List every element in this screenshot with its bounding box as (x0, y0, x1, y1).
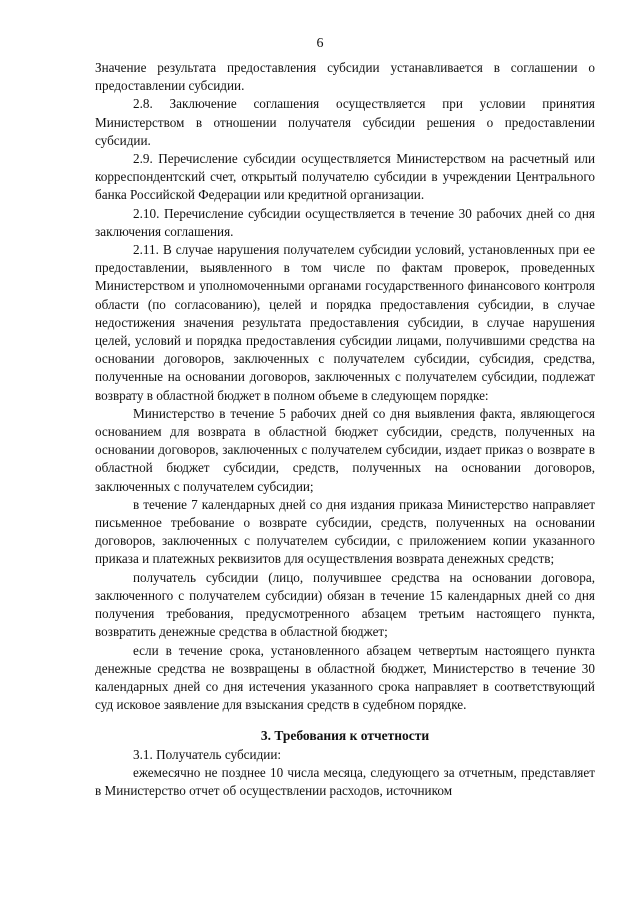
paragraph-3-1: 3.1. Получатель субсидии: (133, 746, 282, 762)
paragraph-court-claim: если в течение срока, установленного абзацем четвертым настоящего пункта денежные средства не возвращены в областной бюджет, Министерство в течение 30 календарных дней со дня истечения указанного срока направляет в соответствующий суд исковое заявление для взыскания средств в судебном порядке. (95, 642, 595, 713)
page-number: 6 (316, 36, 324, 51)
document-body (95, 59, 595, 800)
paragraph-recipient-obligation: получатель субсидии (лицо, получившее средства на основании договора, заключенного с получателем субсидии) обязан в течение 15 календарных дней со дня получения требования, предусмотренного абзацем третьим настоящего пункта, возвратить денежные средства в областной бюджет; (95, 569, 595, 640)
paragraph-result-value: Значение результата предоставления субсидии устанавливается в соглашении о предоставлении субсидии. (95, 60, 595, 94)
paragraph-2-9: 2.9. Перечисление субсидии осуществляется Министерством на расчетный или корреспондентский счет, открытый получателю субсидии в учреждении Центрального банка Российской Федерации или кредитной организации. (95, 151, 595, 203)
paragraph-2-8: 2.8. Заключение соглашения осуществляется при условии принятия Министерством в отношении получателя субсидии решения о предоставлении субсидии. (95, 96, 595, 148)
section-heading: 3. Требования к отчетности (260, 728, 430, 744)
paragraph-2-10: 2.10. Перечисление субсидии осуществляется в течение 30 рабочих дней со дня заключения соглашения. (95, 205, 595, 239)
paragraph-ministry-order: Министерство в течение 5 рабочих дней со дня выявления факта, являющегося основанием для возврата в областной бюджет субсидии, средств, полученных на основании договоров, заключенных с получателем субсидии, издает приказ о возврате в областной бюджет субсидии, средств, полученных на основании договоров, заключенных с получателем субсидии; (95, 405, 595, 494)
paragraph-monthly-report: ежемесячно не позднее 10 числа месяца, следующего за отчетным, представляет в Министерство отчет об осуществлении расходов, источником (95, 765, 595, 799)
paragraph-2-11: 2.11. В случае нарушения получателем субсидии условий, установленных при ее предоставлении, выявленного в том числе по фактам проверок, проведенных Министерством и уполномоченными органами государственного финансового контроля области (по согласованию), целей и порядка предоставления субсидии, в случае недостижения значения результата предоставления субсидии, в случае нарушения целей, условий и порядка предоставления субсидии лицами, получившими средства на основании договоров, заключенных с получателем субсидии, субсидия, средства, полученные на основании договоров, заключенных с получателем субсидии, подлежат возврату в областной бюджет в полном объеме в следующем порядке: (95, 242, 595, 403)
paragraph-written-demand: в течение 7 календарных дней со дня издания приказа Министерство направляет письменное требование о возврате субсидии, средств, полученных на основании договоров, заключенных с получателем субсидии, с приложением копии указанного приказа и платежных реквизитов для осуществления возврата денежных средств; (95, 496, 595, 567)
